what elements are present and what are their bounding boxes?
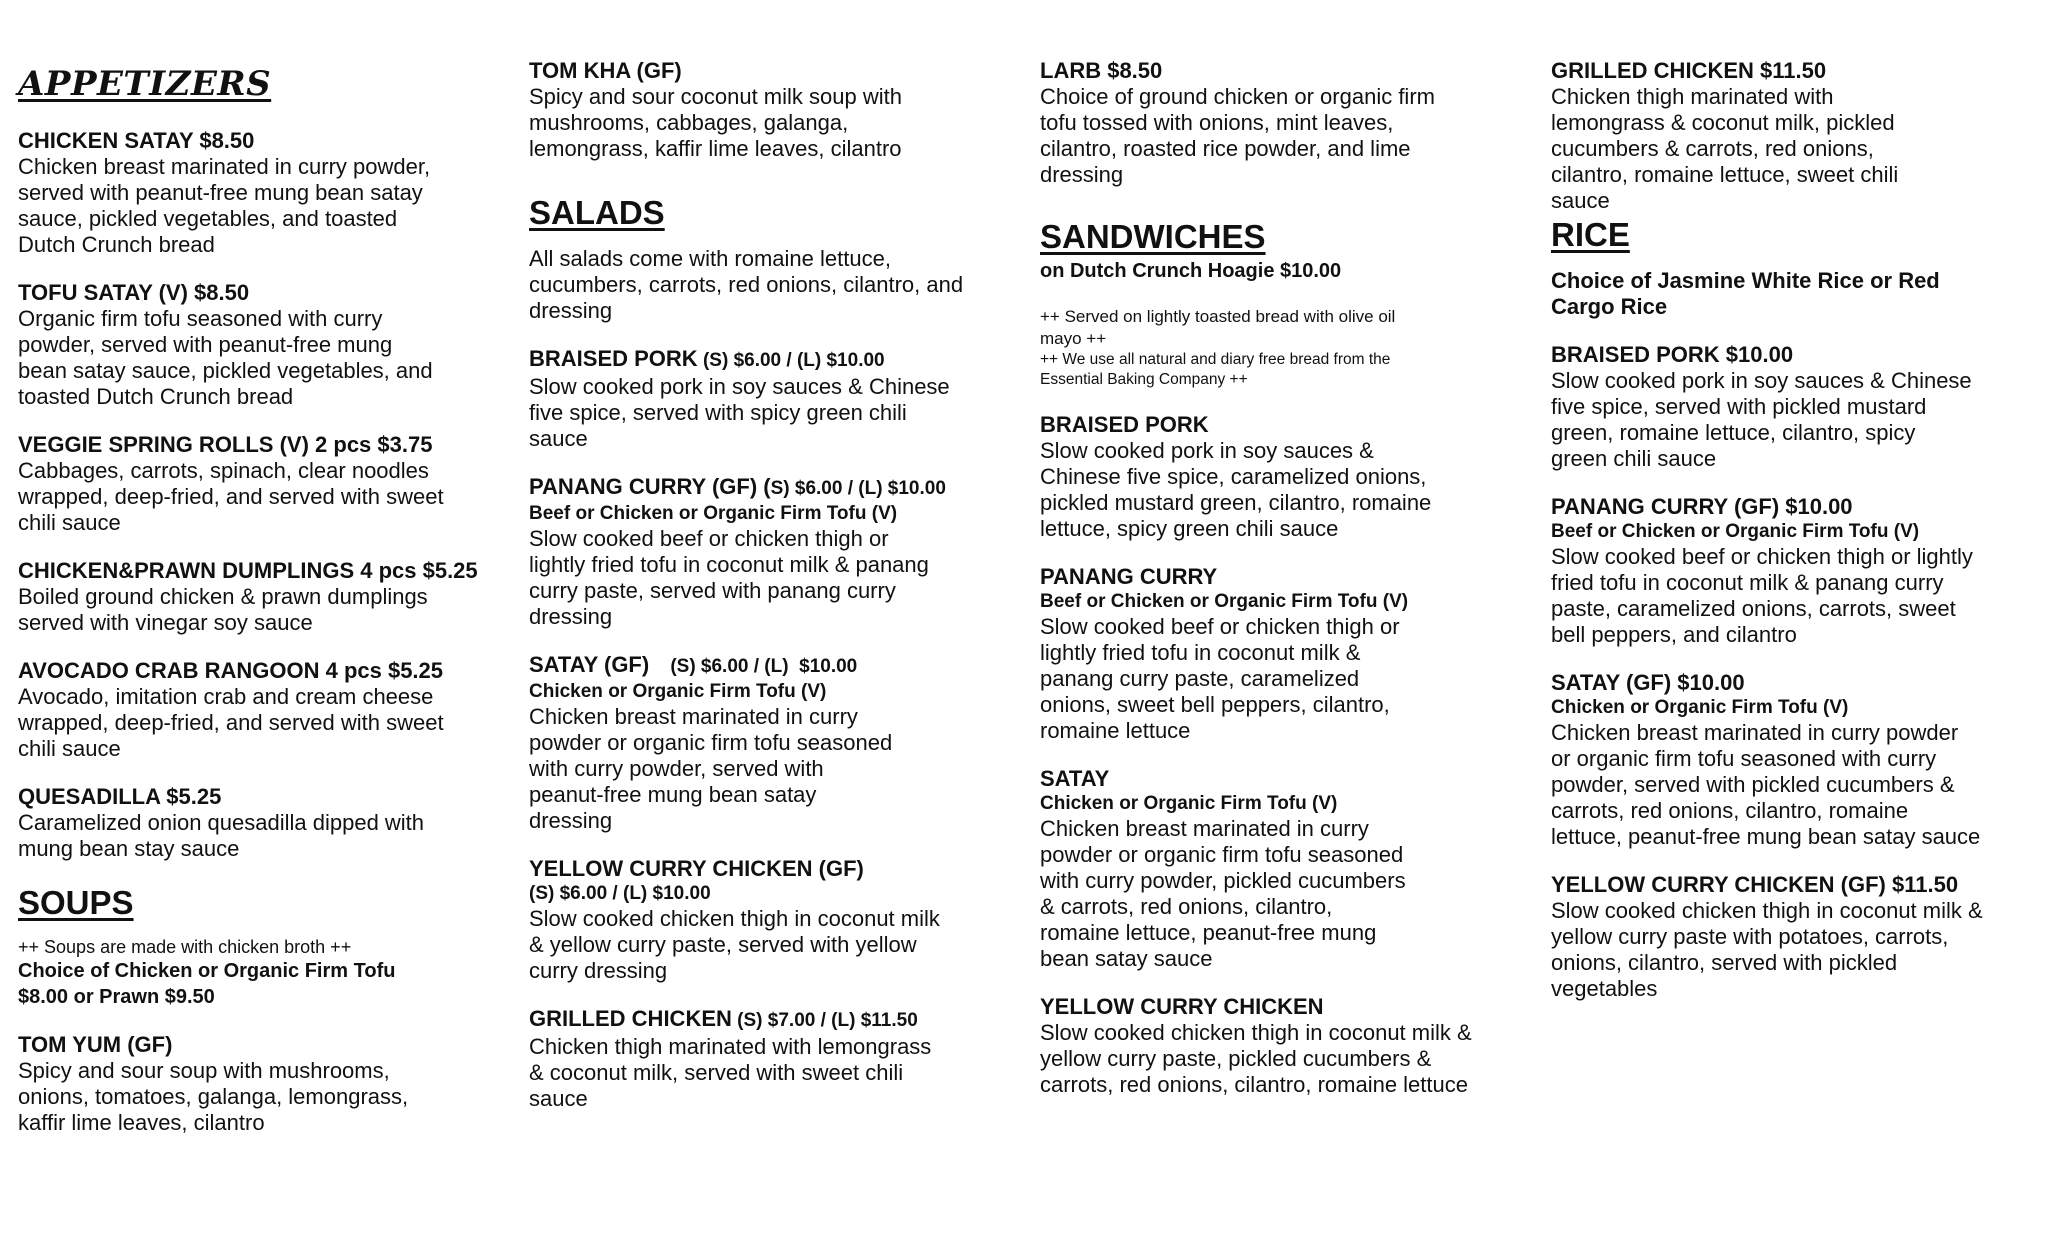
item-desc-line: dressing bbox=[529, 604, 613, 629]
item-desc-line: vegetables bbox=[1551, 976, 1658, 1001]
item-protein-choice: Chicken or Organic Firm Tofu (V) bbox=[1040, 793, 1338, 814]
sandwiches-subheading: on Dutch Crunch Hoagie $10.00 bbox=[1040, 260, 1342, 282]
item-desc-line: & coconut milk, served with sweet chili bbox=[529, 1060, 904, 1085]
item-desc-line: sauce bbox=[1551, 188, 1610, 213]
item-desc-line: Caramelized onion quesadilla dipped with bbox=[18, 810, 425, 835]
item-name: TOM KHA (GF) bbox=[529, 58, 682, 83]
item-desc-line: Chicken breast marinated in curry bbox=[529, 704, 858, 729]
item-desc-line: powder or organic firm tofu seasoned bbox=[529, 730, 893, 755]
item-desc-line: romaine lettuce bbox=[1040, 718, 1191, 743]
item-desc-line: served with peanut-free mung bean satay bbox=[18, 180, 423, 205]
item-desc-line: Slow cooked beef or chicken thigh or bbox=[529, 526, 889, 551]
item-name: BRAISED PORK bbox=[1040, 412, 1209, 437]
item-name bbox=[529, 1006, 1009, 1034]
menu-item-salad-grilled-chicken bbox=[529, 1006, 1009, 1112]
item-desc-line: panang curry paste, caramelized bbox=[1040, 666, 1360, 691]
item-name bbox=[529, 652, 1009, 680]
item-desc-line: Chicken breast marinated in curry bbox=[1040, 816, 1369, 841]
item-desc-line: sauce, pickled vegetables, and toasted bbox=[18, 206, 398, 231]
item-desc-line: lemongrass, kaffir lime leaves, cilantro bbox=[529, 136, 902, 161]
item-desc-line: cilantro, roasted rice powder, and lime bbox=[1040, 136, 1411, 161]
soups-heading: SOUPS bbox=[18, 884, 134, 921]
item-desc-line: toasted Dutch Crunch bread bbox=[18, 384, 294, 409]
item-desc-line: Slow cooked pork in soy sauces & Chinese bbox=[1551, 368, 1972, 393]
item-desc-line: Spicy and sour coconut milk soup with bbox=[529, 84, 902, 109]
menu-item-sandwich-yellow-curry bbox=[1040, 994, 1520, 1098]
item-desc-line: green chili sauce bbox=[1551, 446, 1717, 471]
item-desc-line: Spicy and sour soup with mushrooms, bbox=[18, 1058, 390, 1083]
item-desc-line: dressing bbox=[529, 808, 613, 833]
item-desc-line: cucumbers & carrots, red onions, bbox=[1551, 136, 1874, 161]
item-name-text: GRILLED CHICKEN bbox=[529, 1006, 732, 1031]
item-desc-line: carrots, red onions, cilantro, romaine lettuce bbox=[1040, 1072, 1468, 1097]
menu-item-quesadilla bbox=[18, 784, 498, 862]
menu-item-rice-yellow-curry bbox=[1551, 872, 2031, 1002]
item-desc-line: bell peppers, and cilantro bbox=[1551, 622, 1797, 647]
salads-intro-line: cucumbers, carrots, red onions, cilantro, and bbox=[529, 272, 964, 297]
item-name: VEGGIE SPRING ROLLS (V) 2 pcs $3.75 bbox=[18, 432, 433, 457]
item-desc-line: Chicken thigh marinated with lemongrass bbox=[529, 1034, 932, 1059]
menu-item-sandwich-braised-pork bbox=[1040, 412, 1520, 542]
item-desc-line: Cabbages, carrots, spinach, clear noodles bbox=[18, 458, 429, 483]
item-desc-line: pickled mustard green, cilantro, romaine bbox=[1040, 490, 1432, 515]
item-size-price: (S) $7.00 / (L) $11.50 bbox=[731, 1010, 918, 1031]
menu-item-sandwich-satay bbox=[1040, 766, 1520, 972]
soups-choice-line: $8.00 or Prawn $9.50 bbox=[18, 986, 215, 1008]
item-desc-line: & carrots, red onions, cilantro, bbox=[1040, 894, 1333, 919]
item-protein-choice: Beef or Chicken or Organic Firm Tofu (V) bbox=[1551, 521, 1920, 542]
item-desc-line: powder, served with pickled cucumbers & bbox=[1551, 772, 1955, 797]
item-desc-line: curry dressing bbox=[529, 958, 668, 983]
item-desc-line: romaine lettuce, peanut-free mung bbox=[1040, 920, 1377, 945]
item-desc-line: chili sauce bbox=[18, 736, 121, 761]
item-desc-line: kaffir lime leaves, cilantro bbox=[18, 1110, 265, 1135]
menu-column-1 bbox=[18, 58, 498, 1158]
item-desc-line: Organic firm tofu seasoned with curry bbox=[18, 306, 383, 331]
item-desc-line: Slow cooked pork in soy sauces & bbox=[1040, 438, 1374, 463]
item-desc-line: peanut-free mung bean satay bbox=[529, 782, 817, 807]
salads-intro-line: dressing bbox=[529, 298, 613, 323]
item-name: YELLOW CURRY CHICKEN bbox=[1040, 994, 1324, 1019]
menu-item-rice-panang-curry bbox=[1551, 494, 2031, 648]
item-protein-choice: Beef or Chicken or Organic Firm Tofu (V) bbox=[1040, 591, 1409, 612]
item-desc-line: tofu tossed with onions, mint leaves, bbox=[1040, 110, 1394, 135]
item-desc-line: paste, caramelized onions, carrots, sweet bbox=[1551, 596, 1956, 621]
item-desc-line: Chinese five spice, caramelized onions, bbox=[1040, 464, 1427, 489]
item-desc-line: Dutch Crunch bread bbox=[18, 232, 215, 257]
menu-column-3 bbox=[1040, 58, 1520, 1120]
item-desc-line: lettuce, peanut-free mung bean satay sauce bbox=[1551, 824, 1981, 849]
item-name: BRAISED PORK $10.00 bbox=[1551, 342, 1794, 367]
item-name: YELLOW CURRY CHICKEN (GF) bbox=[529, 856, 864, 881]
menu-item-tofu-satay bbox=[18, 280, 498, 410]
menu-item-rice-satay bbox=[1551, 670, 2031, 850]
menu-item-sandwich-panang-curry bbox=[1040, 564, 1520, 744]
item-name: CHICKEN&PRAWN DUMPLINGS 4 pcs $5.25 bbox=[18, 558, 478, 583]
item-desc-line: Avocado, imitation crab and cream cheese bbox=[18, 684, 434, 709]
menu-item-sandwich-grilled-chicken bbox=[1551, 58, 2031, 214]
sandwiches-note-line: Essential Baking Company ++ bbox=[1040, 371, 1248, 388]
item-desc-line: yellow curry paste with potatoes, carrots, bbox=[1551, 924, 1949, 949]
item-desc-line: bean satay sauce, pickled vegetables, and bbox=[18, 358, 433, 383]
item-name bbox=[529, 474, 1009, 502]
menu-item-salad-panang-curry bbox=[529, 474, 1009, 630]
item-desc-line: green, romaine lettuce, cilantro, spicy bbox=[1551, 420, 1916, 445]
item-name: GRILLED CHICKEN $11.50 bbox=[1551, 58, 1827, 83]
item-desc-line: bean satay sauce bbox=[1040, 946, 1213, 971]
item-desc-line: with curry powder, pickled cucumbers bbox=[1040, 868, 1406, 893]
item-desc-line: five spice, served with spicy green chili bbox=[529, 400, 907, 425]
rice-choice-line: Cargo Rice bbox=[1551, 294, 1668, 319]
item-desc-line: Chicken thigh marinated with bbox=[1551, 84, 1834, 109]
menu-item-veggie-spring-rolls bbox=[18, 432, 498, 536]
item-desc-line: yellow curry paste, pickled cucumbers & bbox=[1040, 1046, 1432, 1071]
item-desc-line: onions, tomatoes, galanga, lemongrass, bbox=[18, 1084, 409, 1109]
item-name: SATAY bbox=[1040, 766, 1110, 791]
item-name-text: PANANG CURRY (GF) ( bbox=[529, 474, 771, 499]
menu-item-chicken-satay bbox=[18, 128, 498, 258]
salads-heading: SALADS bbox=[529, 194, 665, 231]
item-name: TOM YUM (GF) bbox=[18, 1032, 173, 1057]
item-size-price: (S) $6.00 / (L) $10.00 bbox=[649, 656, 858, 677]
sandwiches-heading: SANDWICHES bbox=[1040, 218, 1266, 255]
soups-choice-line: Choice of Chicken or Organic Firm Tofu bbox=[18, 960, 396, 982]
item-name-text: BRAISED PORK bbox=[529, 346, 698, 371]
salads-intro-line: All salads come with romaine lettuce, bbox=[529, 246, 891, 271]
item-name: PANANG CURRY bbox=[1040, 564, 1218, 589]
item-name: LARB $8.50 bbox=[1040, 58, 1163, 83]
menu-item-salad-satay bbox=[529, 652, 1009, 834]
menu-item-rice-braised-pork bbox=[1551, 342, 2031, 472]
sandwiches-note-line: mayo ++ bbox=[1040, 329, 1107, 348]
item-desc-line: curry paste, served with panang curry bbox=[529, 578, 896, 603]
item-desc-line: Slow cooked chicken thigh in coconut milk & bbox=[1551, 898, 1983, 923]
item-name-text: SATAY (GF) bbox=[529, 652, 650, 677]
item-desc-line: Slow cooked beef or chicken thigh or lightly bbox=[1551, 544, 1973, 569]
item-desc-line: lemongrass & coconut milk, pickled bbox=[1551, 110, 1895, 135]
menu-item-salad-yellow-curry bbox=[529, 856, 1009, 984]
item-desc-line: carrots, red onions, cilantro, romaine bbox=[1551, 798, 1909, 823]
item-desc-line: onions, cilantro, served with pickled bbox=[1551, 950, 1898, 975]
item-name: TOFU SATAY (V) $8.50 bbox=[18, 280, 250, 305]
soups-note: ++ Soups are made with chicken broth ++ bbox=[18, 937, 352, 957]
item-size-price: (S) $6.00 / (L) $10.00 bbox=[697, 350, 885, 371]
item-name bbox=[529, 346, 1009, 374]
menu-column-2 bbox=[529, 58, 1009, 1134]
item-protein-choice: Chicken or Organic Firm Tofu (V) bbox=[529, 681, 827, 702]
item-desc-line: wrapped, deep-fried, and served with sweet bbox=[18, 484, 444, 509]
item-name: PANANG CURRY (GF) $10.00 bbox=[1551, 494, 1853, 519]
menu-item-tom-kha bbox=[529, 58, 1009, 162]
item-desc-line: mushrooms, cabbages, galanga, bbox=[529, 110, 849, 135]
item-desc-line: powder or organic firm tofu seasoned bbox=[1040, 842, 1404, 867]
rice-choice-line: Choice of Jasmine White Rice or Red bbox=[1551, 268, 1940, 293]
item-name: AVOCADO CRAB RANGOON 4 pcs $5.25 bbox=[18, 658, 444, 683]
item-desc-line: sauce bbox=[529, 1086, 588, 1111]
item-desc-line: cilantro, romaine lettuce, sweet chili bbox=[1551, 162, 1899, 187]
item-desc-line: Slow cooked chicken thigh in coconut milk & bbox=[1040, 1020, 1472, 1045]
item-name: SATAY (GF) $10.00 bbox=[1551, 670, 1745, 695]
item-desc-line: lightly fried tofu in coconut milk & bbox=[1040, 640, 1361, 665]
item-size-price: (S) $6.00 / (L) $10.00 bbox=[529, 883, 711, 904]
item-desc-line: Slow cooked pork in soy sauces & Chinese bbox=[529, 374, 950, 399]
item-desc-line: five spice, served with pickled mustard bbox=[1551, 394, 1927, 419]
item-desc-line: Slow cooked chicken thigh in coconut milk bbox=[529, 906, 940, 931]
item-desc-line: chili sauce bbox=[18, 510, 121, 535]
item-desc-line: Slow cooked beef or chicken thigh or bbox=[1040, 614, 1400, 639]
item-protein-choice: Beef or Chicken or Organic Firm Tofu (V) bbox=[529, 503, 898, 524]
item-desc-line: Chicken breast marinated in curry powder bbox=[1551, 720, 1959, 745]
item-name: QUESADILLA $5.25 bbox=[18, 784, 222, 809]
item-desc-line: lightly fried tofu in coconut milk & panang bbox=[529, 552, 929, 577]
item-size-price: S) $6.00 / (L) $10.00 bbox=[770, 478, 946, 499]
appetizers-heading: APPETIZERS bbox=[18, 64, 272, 104]
item-desc-line: fried tofu in coconut milk & panang curry bbox=[1551, 570, 1944, 595]
item-desc-line: sauce bbox=[529, 426, 588, 451]
item-desc-line: with curry powder, served with bbox=[529, 756, 824, 781]
menu-item-salad-larb bbox=[1040, 58, 1520, 188]
sandwiches-note-line: ++ Served on lightly toasted bread with olive oil bbox=[1040, 307, 1396, 326]
sandwiches-note-line: ++ We use all natural and diary free bread from the bbox=[1040, 351, 1391, 368]
item-name: CHICKEN SATAY $8.50 bbox=[18, 128, 255, 153]
item-desc-line: onions, sweet bell peppers, cilantro, bbox=[1040, 692, 1390, 717]
item-desc-line: mung bean stay sauce bbox=[18, 836, 240, 861]
menu-item-crab-rangoon bbox=[18, 658, 498, 762]
rice-heading: RICE bbox=[1551, 216, 1630, 253]
menu-item-dumplings bbox=[18, 558, 498, 636]
item-desc-line: lettuce, spicy green chili sauce bbox=[1040, 516, 1339, 541]
item-desc-line: dressing bbox=[1040, 162, 1124, 187]
item-desc-line: or organic firm tofu seasoned with curry bbox=[1551, 746, 1937, 771]
menu-column-4 bbox=[1551, 58, 2031, 1024]
item-desc-line: Chicken breast marinated in curry powder, bbox=[18, 154, 431, 179]
item-desc-line: Boiled ground chicken & prawn dumplings bbox=[18, 584, 428, 609]
item-desc-line: Choice of ground chicken or organic firm bbox=[1040, 84, 1435, 109]
item-desc-line: & yellow curry paste, served with yellow bbox=[529, 932, 917, 957]
item-desc-line: powder, served with peanut-free mung bbox=[18, 332, 393, 357]
item-desc-line: wrapped, deep-fried, and served with sweet bbox=[18, 710, 444, 735]
menu-item-tom-yum bbox=[18, 1032, 498, 1136]
item-desc-line: served with vinegar soy sauce bbox=[18, 610, 313, 635]
menu-item-salad-braised-pork bbox=[529, 346, 1009, 452]
item-name: YELLOW CURRY CHICKEN (GF) $11.50 bbox=[1551, 872, 1959, 897]
item-protein-choice: Chicken or Organic Firm Tofu (V) bbox=[1551, 697, 1849, 718]
